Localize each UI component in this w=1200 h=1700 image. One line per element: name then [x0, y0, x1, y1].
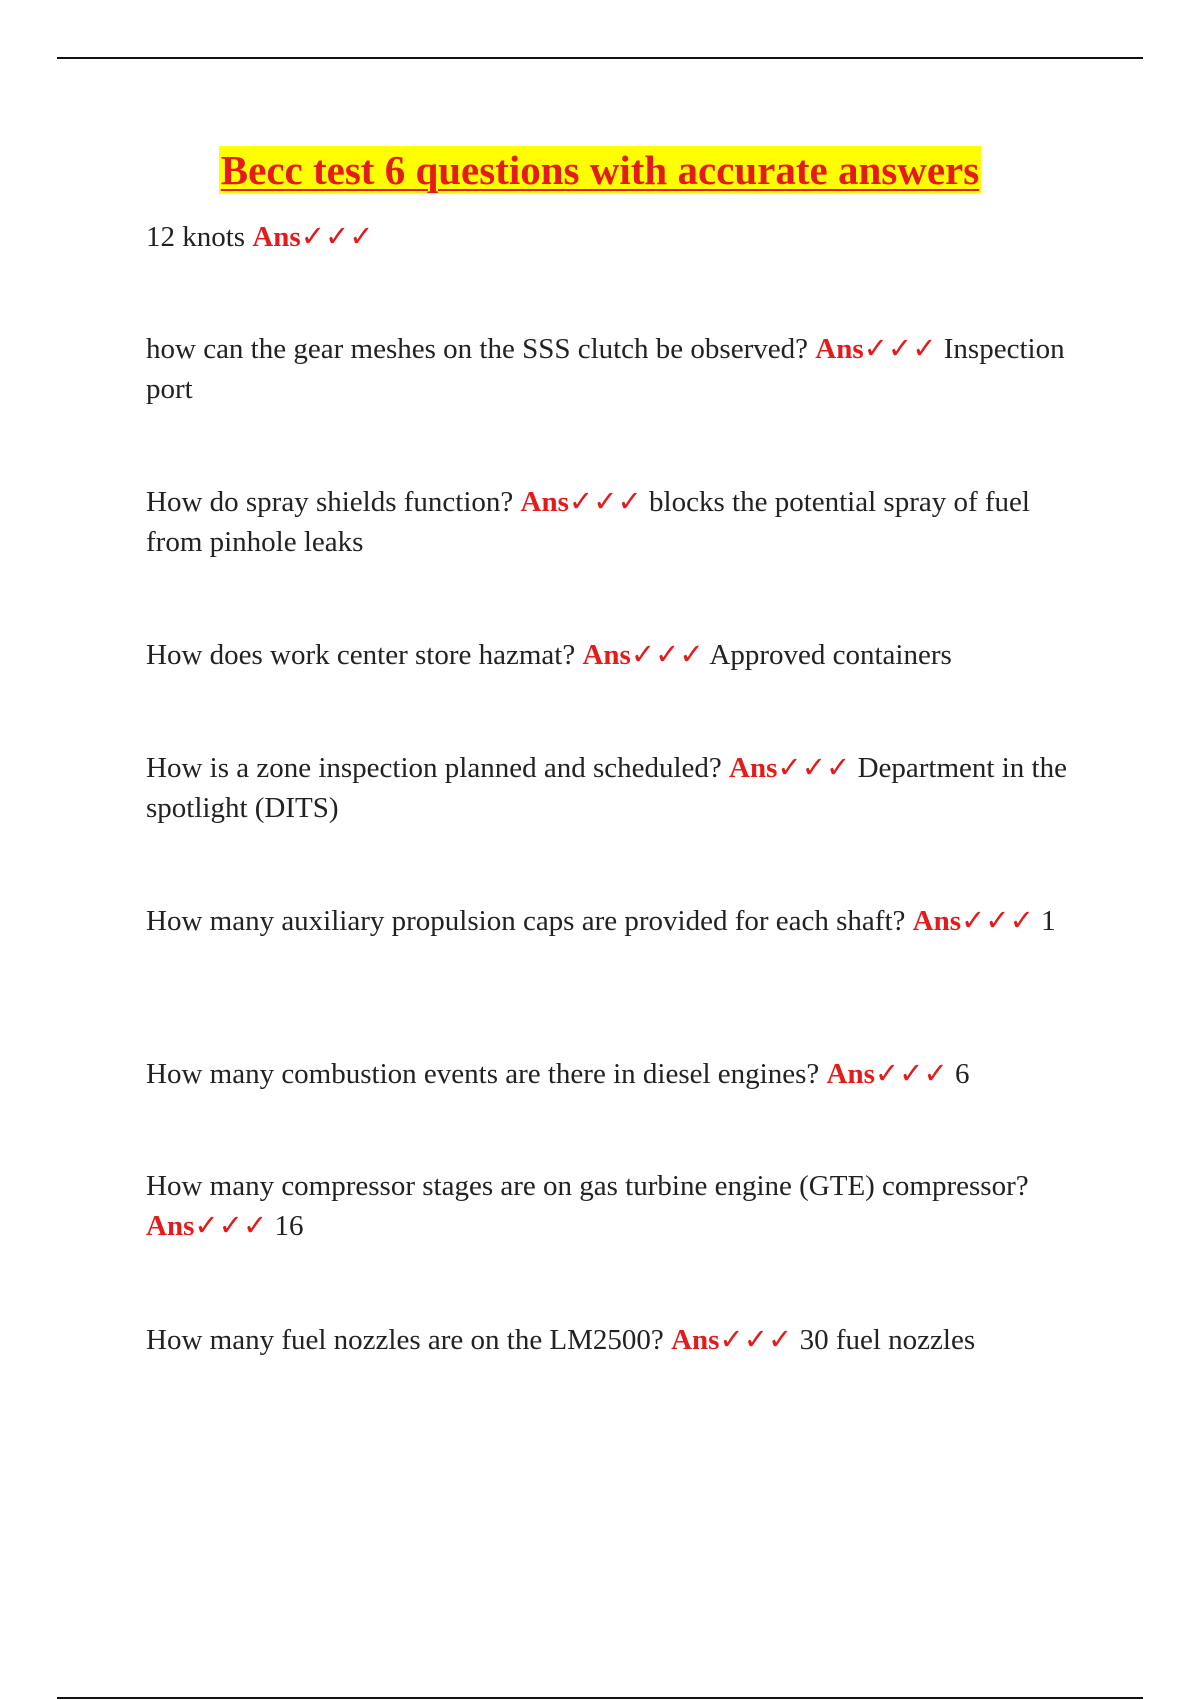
answer-text: 6 — [955, 1058, 970, 1090]
question-text: How many auxiliary propulsion caps are provided for each shaft? — [146, 905, 906, 937]
check-marks-icon: ✓✓✓ — [719, 1324, 793, 1356]
qa-item-5 — [146, 748, 1086, 828]
answer-marker: Ans — [815, 333, 864, 365]
answer-marker: Ans — [582, 639, 631, 671]
qa-item-9 — [146, 1320, 1086, 1360]
check-marks-icon: ✓✓✓ — [777, 752, 851, 784]
check-marks-icon: ✓✓✓ — [300, 221, 374, 253]
answer-marker: Ans — [520, 486, 569, 518]
question-text: How many fuel nozzles are on the LM2500? — [146, 1324, 664, 1356]
answer-text: 1 — [1041, 905, 1056, 937]
check-marks-icon: ✓✓✓ — [630, 639, 704, 671]
document-title: Becc test 6 questions with accurate answers — [220, 147, 980, 193]
bottom-rule — [57, 1697, 1143, 1699]
question-text: How do spray shields function? — [146, 486, 514, 518]
answer-marker: Ans — [671, 1324, 720, 1356]
answer-marker: Ans — [146, 1210, 195, 1242]
answer-text: Inspection port — [146, 333, 1065, 405]
qa-item-1 — [146, 217, 1086, 257]
answer-text: 30 fuel nozzles — [799, 1324, 976, 1356]
check-marks-icon: ✓✓✓ — [961, 905, 1034, 937]
question-text: How many combustion events are there in diesel engines? — [146, 1058, 820, 1090]
qa-item-8 — [146, 1166, 1086, 1246]
answer-text: 16 — [274, 1210, 304, 1242]
qa-item-3 — [146, 482, 1086, 562]
question-text: how can the gear meshes on the SSS clutch be observed? — [146, 333, 808, 365]
title-wrap — [0, 146, 1200, 194]
answer-text: Approved containers — [709, 639, 952, 671]
answer-text: blocks the potential spray of fuel from pinhole leaks — [146, 486, 1030, 558]
question-text: 12 knots — [146, 221, 246, 253]
answer-marker: Ans — [252, 221, 301, 253]
question-text: How is a zone inspection planned and scheduled? — [146, 752, 722, 784]
qa-item-2 — [146, 329, 1086, 409]
question-text: How does work center store hazmat? — [146, 639, 576, 671]
answer-marker: Ans — [912, 905, 961, 937]
qa-item-6 — [146, 901, 1086, 941]
check-marks-icon: ✓✓✓ — [194, 1210, 268, 1242]
answer-marker: Ans — [729, 752, 778, 784]
qa-item-4 — [146, 635, 1086, 675]
question-text: How many compressor stages are on gas turbine engine (GTE) compressor? — [146, 1170, 1029, 1202]
answer-marker: Ans — [826, 1058, 875, 1090]
top-rule — [57, 57, 1143, 59]
check-marks-icon: ✓✓✓ — [874, 1058, 948, 1090]
qa-item-7 — [146, 1054, 1086, 1094]
check-marks-icon: ✓✓✓ — [863, 333, 937, 365]
answer-text: Department in the spotlight (DITS) — [146, 752, 1067, 824]
check-marks-icon: ✓✓✓ — [568, 486, 642, 518]
